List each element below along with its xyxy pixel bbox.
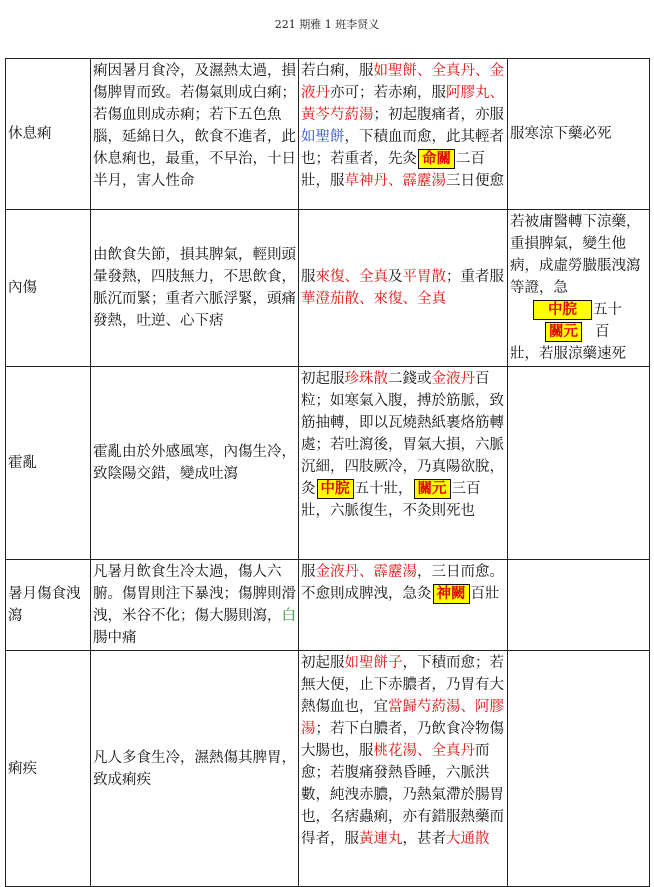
disease-name: 休息痢 [6, 59, 91, 210]
acupoint-tag: 中脘 [533, 300, 592, 320]
treatment-text: 服金液丹、霹靂湯，三日而愈。不愈則成脾洩，急灸 神闕 百壯 [299, 560, 508, 651]
formula: 如聖餅 [373, 63, 417, 79]
formula: 全真丹 [431, 743, 475, 759]
formula: 如聖餅 [301, 129, 345, 145]
contraindication-note [508, 560, 650, 651]
acupoint-tag: 中脘 [317, 479, 354, 499]
formula: 阿膠湯 [301, 699, 504, 737]
formula: 桃花湯 [373, 743, 417, 759]
disease-description: 痢因暑月食冷，及濕熱太過，損傷脾胃而致。若傷氣則成白痢；若傷血則成赤痢；若下五色魚腦，延綿日久，飲食不進者，此休息痢也，最重，不早治，十日半月，害人性命 [91, 59, 299, 210]
disease-name: 霍亂 [6, 367, 91, 560]
treatment-text: 初起服珍珠散二錢或金液丹百粒；如寒氣入腹，搏於筋脈，致筋抽轉，即以瓦燒熱紙裹烙筋轉處；若吐瀉後，胃氣大損，六脈沉細，四肢厥冷，乃真陽欲脫，灸 中脘 五十壯， 關元 三百壯，六脈復生，不灸則死也 [299, 367, 508, 560]
formula: 黃連丸 [359, 831, 403, 847]
acupoint-tag: 命關 [418, 149, 455, 169]
treatment-text: 若白痢，服如聖餅、全真丹、金液丹亦可；若赤痢，服阿膠丸、黃芩芍葯湯；初起腹痛者，亦服如聖餅，下積血而愈，此其輕者也；若重者，先灸 命關 二百壯，服草神丹、霹靂湯三日便愈 [299, 59, 508, 210]
formula: 華澄茄散 [301, 291, 359, 307]
treatment-text: 服來復、全真及平胃散；重者服華澄茄散、來復、全真 [299, 210, 508, 367]
formula: 草神丹 [344, 173, 388, 189]
formula: 金液丹 [301, 63, 504, 101]
disease-name: 痢疾 [6, 651, 91, 887]
contraindication-note [508, 367, 650, 560]
formula: 大通散 [446, 831, 490, 847]
formula: 平胃散 [402, 269, 446, 285]
disease-description: 凡人多食生冷，濕熱傷其脾胃，致成痢疾 [91, 651, 299, 887]
contraindication-note: 若被庸醫轉下涼藥，重損脾氣，變生他病，成虛勞臌脹洩瀉等證，急 中脘 五十 關元 百 壯，若服涼藥速死 [508, 210, 650, 367]
acupoint-tag: 關元 [545, 322, 582, 342]
table-row [6, 560, 650, 651]
disease-description: 凡暑月飲食生冷太過，傷人六腑。傷胃則注下暴洩；傷脾則滑洩，米谷不化；傷大腸則瀉，白腸中痛 [91, 560, 299, 651]
formula: 黃芩芍葯湯 [301, 107, 374, 123]
formula: 全真 [359, 269, 388, 285]
formula: 阿膠丸 [446, 85, 490, 101]
contraindication-note [508, 651, 650, 887]
table-row [6, 367, 650, 560]
disease-description: 霍亂由於外感風寒，內傷生冷，致陰陽交錯，變成吐瀉 [91, 367, 299, 560]
treatment-text: 初起服如聖餅子，下積而愈；若無大便，止下赤膿者，乃胃有大熱傷血也，宜當歸芍葯湯、阿膠湯；若下白膿者，乃飲食冷物傷大腸也，服桃花湯、全真丹而愈；若腹痛發熱昏睡，六脈洪數，純洩赤膿，乃熱氣滯於腸胃也，名痞蟲痢，亦有錯服熱藥而得者，服黃連丸，甚者大通散 [299, 651, 508, 887]
disease-description: 由飲食失節，損其脾氣，輕則頭暈發熱，四肢無力，不思飲食，脈沉而緊；重者六脈浮緊，頭痛發熱，吐逆、心下痞 [91, 210, 299, 367]
acupoint-tag: 神闕 [433, 584, 470, 604]
treatment-table [5, 58, 650, 887]
formula: 來復 [315, 269, 345, 285]
formula: 如聖餅子 [344, 655, 403, 671]
table-row [6, 210, 650, 367]
formula: 當歸芍葯湯 [388, 699, 461, 715]
acupoint-tag: 關元 [414, 479, 451, 499]
formula: 金液丹 [315, 564, 359, 580]
disease-name: 暑月傷食洩瀉 [6, 560, 91, 651]
page-header: 221 期雅 1 班李贤义 [274, 18, 380, 31]
formula: 珍珠散 [344, 371, 388, 387]
formula: 來復 [373, 291, 403, 307]
formula: 金液丹 [431, 371, 475, 387]
table-row [6, 651, 650, 887]
formula: 霹靂湯 [402, 173, 446, 189]
formula: 全真丹 [431, 63, 475, 79]
table-row [6, 59, 650, 210]
disease-name: 內傷 [6, 210, 91, 367]
formula: 全真 [417, 291, 446, 307]
contraindication-note: 服寒涼下藥必死 [508, 59, 650, 210]
formula: 霹靂湯 [373, 564, 417, 580]
